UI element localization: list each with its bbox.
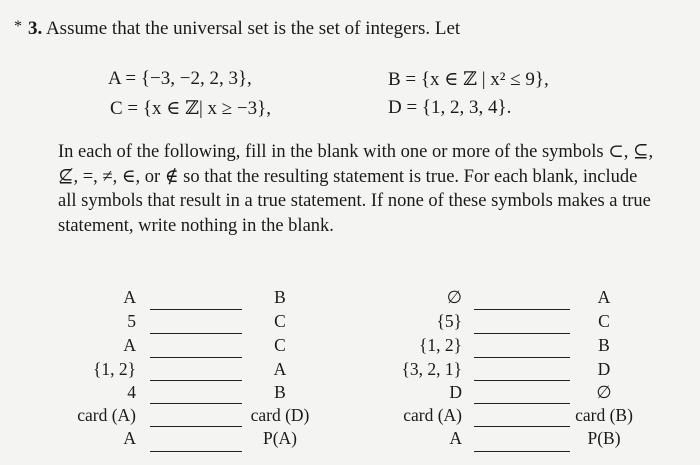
right-blank-1[interactable] [474,309,570,310]
problem-number: 3. [28,18,43,39]
right-lhs-1: ∅ [446,287,462,307]
left-lhs-7: A [123,428,136,448]
right-blank-4[interactable] [474,380,570,381]
right-lhs-6: card (A) [403,405,462,425]
set-a-definition: A = {−3, −2, 2, 3}, [108,68,252,89]
left-blank-5[interactable] [150,403,242,404]
set-b-definition: B = {x ∈ ℤ | x² ≤ 9}, [388,69,549,90]
left-rhs-6: card (D) [250,405,310,425]
left-blank-7[interactable] [150,451,242,452]
right-lhs-5: D [449,382,462,402]
right-blank-2[interactable] [474,333,570,334]
left-blank-1[interactable] [150,309,242,310]
right-blank-7[interactable] [474,451,570,452]
left-rhs-3: C [274,335,286,355]
problem-heading [14,18,460,40]
set-c-definition: C = {x ∈ ℤ| x ≥ −3}, [110,98,272,119]
right-lhs-2: {5} [436,311,462,331]
left-rhs-7: P(A) [262,428,298,448]
left-lhs-5: 4 [127,382,136,402]
right-rhs-4: D [597,359,611,379]
right-lhs-4: {3, 2, 1} [401,359,462,379]
left-lhs-2: 5 [127,311,136,331]
left-lhs-3: A [123,335,136,355]
left-lhs-1: A [123,287,136,307]
set-d-definition: D = {1, 2, 3, 4}. [388,97,512,118]
instructions-paragraph: In each of the following, fill in the blank with one or more of the symbols ⊂, ⊆, ⊈, =, ≠, ∈, or ∉ so that the resulting statement is true. For each blank, include all symbols that result in a true statement. If none of these symbols makes a true statement, write nothing in the blank. [58,142,654,236]
right-lhs-3: {1, 2} [418,335,462,355]
left-blank-2[interactable] [150,333,242,334]
problem-intro: Assume that the universal set is the set of integers. Let [45,18,461,39]
left-lhs-6: card (A) [77,405,136,425]
left-rhs-4: A [273,359,287,379]
right-rhs-5: ∅ [596,382,612,402]
left-rhs-2: C [274,311,286,331]
left-rhs-5: B [274,382,286,402]
right-blank-6[interactable] [474,426,570,427]
right-rhs-1: A [597,287,611,307]
left-lhs-4: {1, 2} [92,359,136,379]
right-blank-3[interactable] [474,357,570,358]
left-blank-4[interactable] [150,380,242,381]
left-blank-3[interactable] [150,357,242,358]
right-rhs-3: B [598,335,610,355]
right-lhs-7: A [449,428,462,448]
right-rhs-6: card (B) [575,405,633,425]
left-blank-6[interactable] [150,426,242,427]
left-rhs-1: B [274,287,286,307]
star-marker: * [14,18,22,35]
right-blank-5[interactable] [474,403,570,404]
right-rhs-2: C [598,311,610,331]
right-rhs-7: P(B) [587,428,621,448]
